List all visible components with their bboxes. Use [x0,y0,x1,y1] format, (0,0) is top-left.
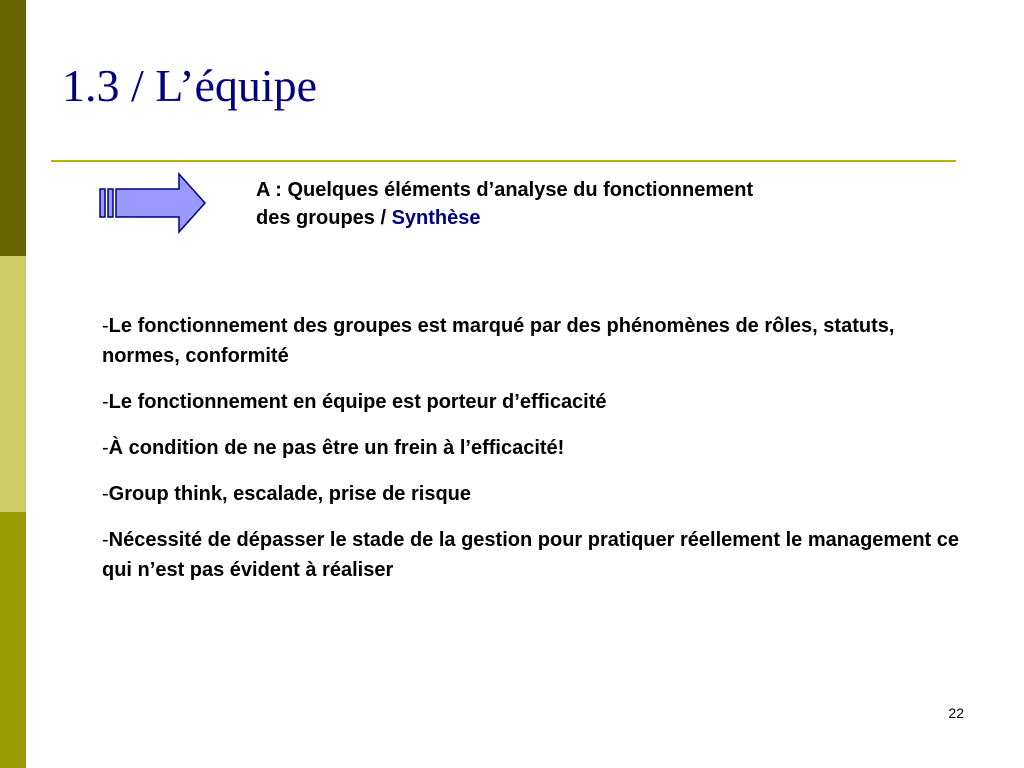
sidebar-band-top [0,0,26,256]
bullet-marker: - [102,437,109,459]
bullet-text: À condition de ne pas être un frein à l’efficacité! [108,437,565,459]
list-item [102,433,962,463]
list-item [102,525,962,585]
bullet-marker: - [102,391,109,413]
bullet-marker: - [102,529,109,551]
list-item [102,479,962,509]
sidebar-band-middle [0,256,26,512]
bullet-text: Group think, escalade, prise de risque [108,483,472,505]
bullet-text: Nécessité de dépasser le stade de la gestion pour pratiquer réellement le management ce qui n’est pas évident à réaliser [102,529,959,581]
right-arrow-icon [98,172,208,234]
subtitle-text: A : Quelques éléments d’analyse du fonctionnement des groupes / [256,179,754,229]
bullet-list [102,311,962,601]
sidebar-band-bottom [0,512,26,768]
bullet-marker: - [102,315,109,337]
section-subtitle [256,176,776,232]
bullet-text: Le fonctionnement des groupes est marqué par des phénomènes de rôles, statuts, normes, conformité [102,315,895,367]
bullet-marker: - [102,483,109,505]
list-item [102,387,962,417]
bullet-text: Le fonctionnement en équipe est porteur d’efficacité [108,391,607,413]
page-number: 22 [948,705,964,721]
subtitle-accent: Synthèse [391,207,481,229]
list-item [102,311,962,371]
slide-title: 1.3 / L’équipe [62,60,318,111]
title-divider [51,160,956,162]
